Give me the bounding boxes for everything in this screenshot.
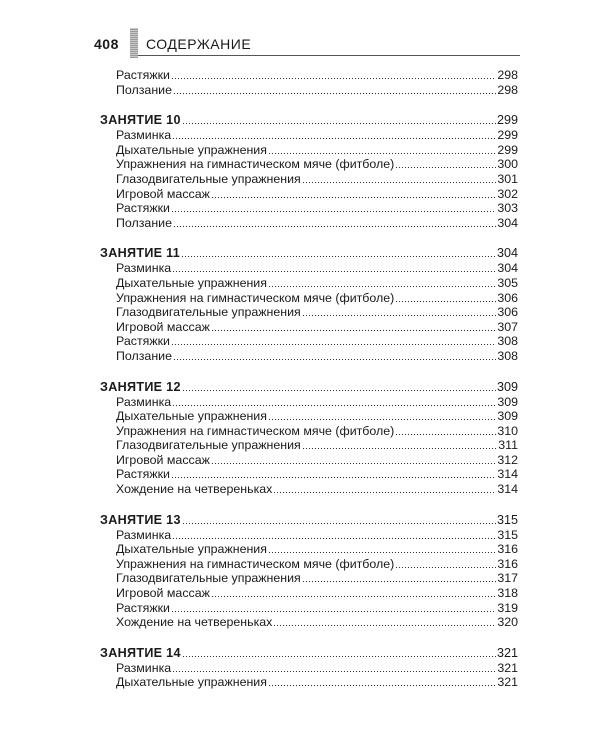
toc-entry-title: Растяжки — [116, 201, 170, 216]
toc-entry-title: Дыхательные упражнения — [116, 409, 267, 424]
dot-leader — [395, 425, 496, 435]
dot-leader — [302, 306, 497, 316]
toc-page-number: 304 — [497, 261, 518, 276]
toc-page-number: 314 — [497, 482, 518, 497]
toc-group — [100, 379, 518, 497]
dot-leader — [211, 321, 496, 331]
toc-lesson-heading[interactable] — [100, 512, 518, 528]
toc-entry-title: Ползание — [116, 215, 172, 230]
toc-page-number: 307 — [497, 319, 518, 334]
toc-entry[interactable] — [100, 409, 518, 424]
toc-entry[interactable] — [100, 467, 518, 482]
dot-leader — [172, 129, 496, 139]
toc-entry-title: Разминка — [116, 527, 172, 542]
toc-entry[interactable] — [100, 542, 518, 557]
toc-page-number: 320 — [497, 615, 518, 630]
toc-entry-title: Ползание — [116, 348, 172, 363]
toc-page-number: 321 — [497, 675, 518, 690]
toc-entry-title: Глазодвигательные упражнения — [116, 305, 301, 320]
toc-entry[interactable] — [100, 291, 518, 306]
toc-page-number: 310 — [497, 423, 518, 438]
toc-page-number: 306 — [497, 305, 518, 320]
dot-leader — [302, 173, 497, 183]
toc-entry[interactable] — [100, 157, 518, 172]
toc-group — [100, 68, 518, 97]
toc-page-number: 305 — [497, 275, 518, 290]
toc-entry[interactable] — [100, 143, 518, 158]
toc-page-number: 309 — [496, 379, 518, 394]
toc-page-number: 303 — [497, 201, 518, 216]
toc-entry[interactable] — [100, 276, 518, 291]
dot-leader — [182, 514, 496, 524]
running-header — [90, 28, 520, 58]
toc-entry[interactable] — [100, 424, 518, 439]
toc-page-number: 302 — [497, 186, 518, 201]
dot-leader — [172, 396, 496, 406]
dot-leader — [171, 602, 496, 612]
dot-leader — [302, 439, 498, 449]
toc-page-number: 321 — [497, 660, 518, 675]
toc-entry-title: Разминка — [116, 261, 172, 276]
dot-leader — [273, 616, 496, 626]
toc-entry[interactable] — [100, 320, 518, 335]
dot-leader — [211, 587, 496, 597]
toc-page-number: 306 — [497, 290, 518, 305]
toc-page-number: 304 — [497, 215, 518, 230]
dot-leader — [171, 335, 496, 345]
toc-entry[interactable] — [100, 482, 518, 497]
dot-leader — [182, 114, 496, 124]
toc-lesson-heading[interactable] — [100, 645, 518, 661]
toc-entry-title: ЗАНЯТИЕ 13 — [100, 512, 181, 527]
dot-leader — [273, 483, 496, 493]
dot-leader — [395, 158, 496, 168]
dot-leader — [172, 529, 496, 539]
toc-page-number: 316 — [497, 556, 518, 571]
dot-leader — [395, 292, 496, 302]
dot-leader — [182, 647, 496, 657]
toc-page-number: 308 — [497, 334, 518, 349]
toc-entry-title: Упражнения на гимнастическом мяче (фитболе) — [116, 290, 395, 305]
dot-leader — [171, 202, 496, 212]
toc-entry[interactable] — [100, 675, 518, 690]
dot-leader — [268, 144, 496, 154]
toc-page-number: 317 — [497, 571, 518, 586]
toc-page-number: 309 — [497, 409, 518, 424]
header-bar-ornament — [130, 28, 138, 58]
dot-leader — [268, 277, 496, 287]
toc-entry[interactable] — [100, 349, 518, 364]
dot-leader — [268, 676, 496, 686]
dot-leader — [171, 468, 496, 478]
toc-entry[interactable] — [100, 172, 518, 187]
toc-entry[interactable] — [100, 305, 518, 320]
dot-leader — [268, 543, 496, 553]
toc-entry[interactable] — [100, 661, 518, 676]
toc-entry-title: Глазодвигательные упражнения — [116, 438, 301, 453]
toc-entry[interactable] — [100, 187, 518, 202]
toc-page-number: 315 — [497, 527, 518, 542]
toc-entry-title: Дыхательные упражнения — [116, 542, 267, 557]
toc-entry[interactable] — [100, 395, 518, 410]
header-rule — [138, 55, 520, 56]
toc-page-number: 308 — [497, 348, 518, 363]
dot-leader — [211, 188, 496, 198]
toc-page-number: 321 — [496, 645, 518, 660]
dot-leader — [173, 350, 496, 360]
dot-leader — [395, 558, 496, 568]
toc-page-number: 299 — [497, 128, 518, 143]
toc-page-number: 309 — [497, 394, 518, 409]
toc-entry-title: Упражнения на гимнастическом мяче (фитболе) — [116, 423, 395, 438]
toc-page-number: 299 — [497, 142, 518, 157]
toc-entry-title: Дыхательные упражнения — [116, 142, 267, 157]
toc-page-number: 298 — [497, 68, 518, 82]
toc-page-number: 312 — [497, 452, 518, 467]
toc-entry[interactable] — [100, 216, 518, 231]
dot-leader — [171, 69, 496, 79]
toc-entry-title: Игровой массаж — [116, 186, 210, 201]
toc-entry-title: Растяжки — [116, 68, 170, 82]
dot-leader — [182, 381, 496, 391]
toc-entry-title: Глазодвигательные упражнения — [116, 171, 301, 186]
toc-entry[interactable] — [100, 201, 518, 216]
toc-entry-title: Игровой массаж — [116, 586, 210, 601]
toc-page-number: 311 — [498, 438, 518, 453]
toc-entry-title: Дыхательные упражнения — [116, 675, 267, 690]
toc-entry[interactable] — [100, 261, 518, 276]
toc-entry-title: Упражнения на гимнастическом мяче (фитболе) — [116, 556, 395, 571]
dot-leader — [302, 572, 497, 582]
toc-page-number: 304 — [496, 246, 518, 261]
toc-entry-title: Растяжки — [116, 467, 170, 482]
toc-entry[interactable] — [100, 528, 518, 543]
toc-page-number: 314 — [497, 467, 518, 482]
toc-entry[interactable] — [100, 601, 518, 616]
toc-page-number: 319 — [497, 600, 518, 615]
toc-entry-title: Растяжки — [116, 334, 170, 349]
toc-entry[interactable] — [100, 586, 518, 601]
toc-lesson-heading[interactable] — [100, 112, 518, 128]
toc-entry[interactable] — [100, 438, 518, 453]
toc-page-number: 298 — [497, 82, 518, 97]
toc-entry-title: Растяжки — [116, 600, 170, 615]
toc-entry-title: ЗАНЯТИЕ 10 — [100, 113, 181, 128]
toc-entry-title: ЗАНЯТИЕ 14 — [100, 645, 181, 660]
toc-entry-title: Разминка — [116, 128, 172, 143]
toc-entry-title: Хождение на четвереньках — [116, 482, 273, 497]
toc-group — [100, 112, 518, 230]
toc-entry[interactable] — [100, 557, 518, 572]
dot-leader — [181, 247, 496, 257]
toc-entry-title: Игровой массаж — [116, 319, 210, 334]
dot-leader — [211, 454, 496, 464]
toc-page-number: 315 — [496, 512, 518, 527]
page-number: 408 — [94, 36, 119, 52]
toc-group — [100, 645, 518, 690]
toc-entry[interactable] — [100, 571, 518, 586]
toc-page-number: 316 — [497, 542, 518, 557]
toc-entry-title: Упражнения на гимнастическом мяче (фитболе) — [116, 157, 395, 172]
toc-page-number: 318 — [497, 586, 518, 601]
toc-entry[interactable] — [100, 453, 518, 468]
dot-leader — [172, 662, 496, 672]
toc-entry-title: Разминка — [116, 394, 172, 409]
toc-lesson-heading[interactable] — [100, 245, 518, 261]
toc-entry-title: ЗАНЯТИЕ 11 — [100, 246, 181, 261]
toc-entry[interactable] — [100, 128, 518, 143]
dot-leader — [173, 217, 496, 227]
dot-leader — [268, 410, 496, 420]
toc-page-number: 300 — [497, 157, 518, 172]
toc-entry-title: Глазодвигательные упражнения — [116, 571, 301, 586]
toc-group — [100, 245, 518, 363]
toc-entry-title: Игровой массаж — [116, 452, 210, 467]
dot-leader — [172, 262, 496, 272]
toc-entry-title: Хождение на четвереньках — [116, 615, 273, 630]
toc-entry-title: Ползание — [116, 82, 172, 97]
toc-entry[interactable] — [100, 83, 518, 98]
toc-entry-title: ЗАНЯТИЕ 12 — [100, 379, 181, 394]
toc-page-number: 301 — [497, 171, 518, 186]
toc-group — [100, 512, 518, 630]
toc-lesson-heading[interactable] — [100, 379, 518, 395]
toc-page-number: 299 — [496, 113, 518, 128]
toc-entry-title: Разминка — [116, 660, 172, 675]
toc-entry[interactable] — [100, 615, 518, 630]
section-title: СОДЕРЖАНИЕ — [146, 36, 252, 52]
table-of-contents — [100, 68, 518, 705]
toc-entry[interactable] — [100, 68, 518, 83]
toc-entry[interactable] — [100, 334, 518, 349]
dot-leader — [173, 84, 496, 94]
toc-entry-title: Дыхательные упражнения — [116, 275, 267, 290]
